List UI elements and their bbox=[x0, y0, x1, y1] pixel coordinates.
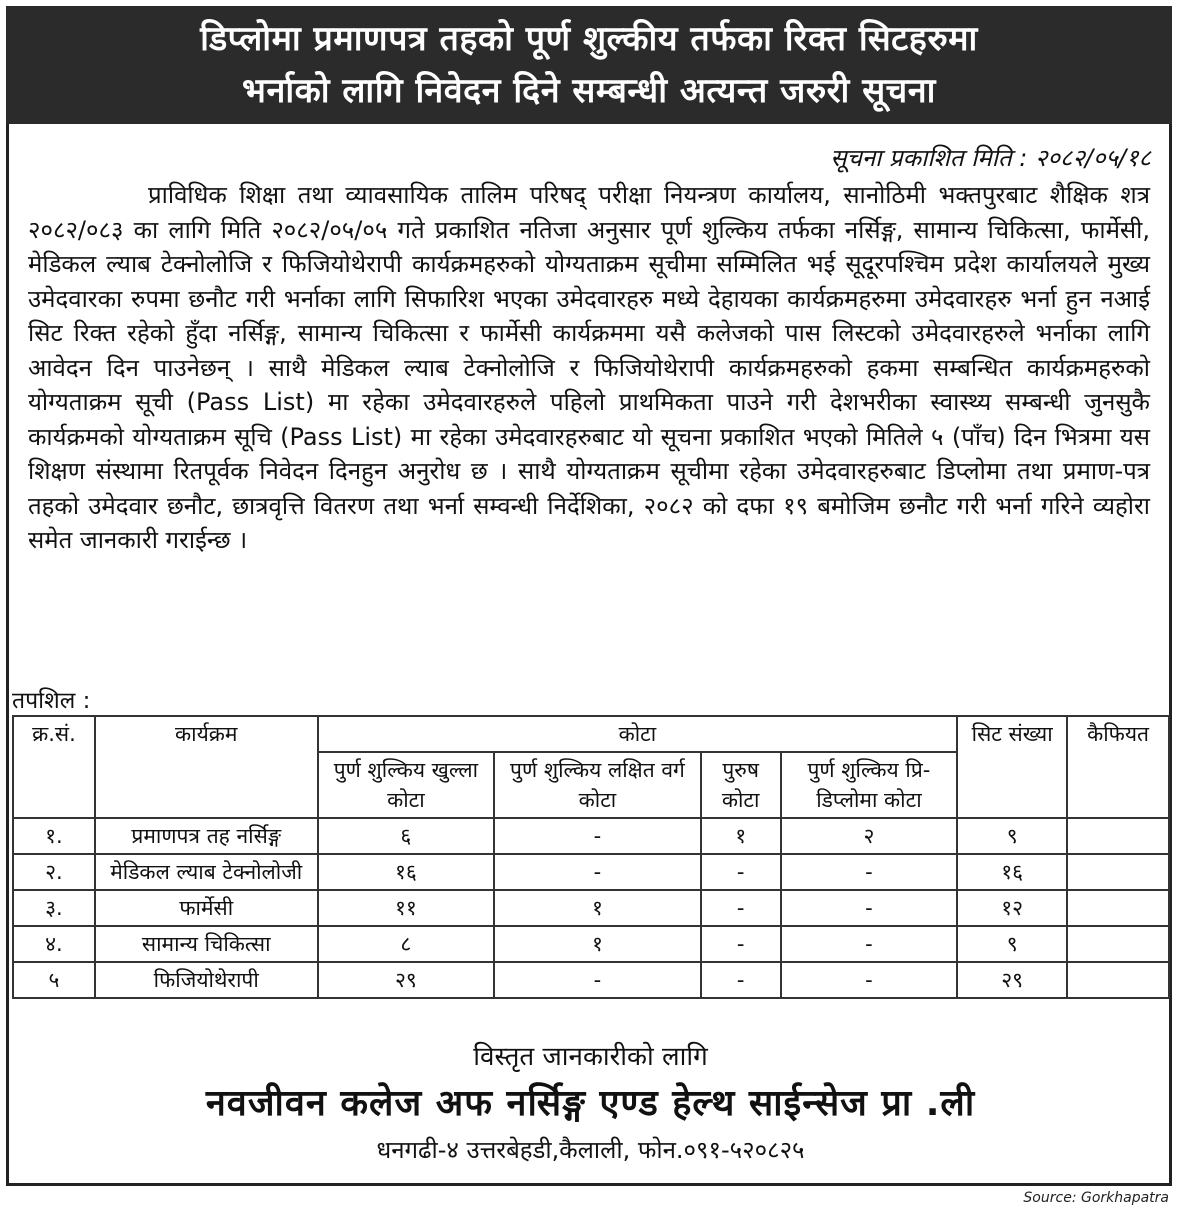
cell-remarks bbox=[1067, 962, 1169, 998]
cell-sn: ३. bbox=[13, 890, 95, 926]
cell-targeted: - bbox=[494, 854, 701, 890]
cell-prediploma: २ bbox=[781, 818, 958, 854]
cell-prediploma: - bbox=[781, 926, 958, 962]
header-quota-male: पुरुष कोटा bbox=[701, 752, 781, 818]
body-paragraph: प्राविधिक शिक्षा तथा व्यावसायिक तालिम परिषद् परीक्षा नियन्त्रण कार्यालय, सानोठिमी भक्तपुरबाट शैक्षिक शत्र २०८२/०८३ का लागि मिति २०८२/०५/०५ गते प्रकाशित नतिजा अनुसार पूर्ण शुल्किय तर्फका नर्सिङ्ग, सामान्य चिकित्सा, फार्मेसी, मेडिकल ल्याब टेक्नोलोजि र फिजियोथेरापी कार्यक्रमहरुको योग्यताक्रम सूचीमा सम्मिलित भई सूदूरपश्चिम प्रदेश कार्यालयले मुख्य उमेदवारका रुपमा छनौट गरी भर्नाका लागि सिफारिश भएका उमेदवारहरु मध्ये देहायका कार्यक्रमहरुमा उमेदवारहरु भर्ना हुन नआई सिट रिक्त रहेको हुँदा नर्सिङ्ग, सामान्य चिकित्सा र फार्मेसी कार्यक्रममा यसै कलेजको पास लिस्टको उमेदवारहरुले भर्नाका लागि आवेदन दिन पाउनेछन् । साथै मेडिकल ल्याब टेक्नोलोजि र फिजियोथेरापी कार्यक्रमहरुको हकमा सम्बन्धित कार्यक्रमहरुको योग्यताक्रम सूची (Pass List) मा रहेका उमेदवारहरुले पहिलो प्राथमिकता पाउने गरी देशभरीका स्वास्थ्य सम्बन्धी जुनसुकै कार्यक्रमको योग्यताक्रम सूचि (Pass List) मा रहेका उमेदवारहरुबाट यो सूचना प्रकाशित भएको मितिले ५ (पाँच) दिन भित्रमा यस शिक्षण संस्थामा रितपूर्वक निवेदन दिनहुन अनुरोध छ । साथै योग्यताक्रम सूचीमा रहेका उमेदवारहरुबाट डिप्लोमा तथा प्रमाण-पत्र तहको उमेदवार छनौट, छात्रवृत्ति वितरण तथा भर्ना सम्वन्धी निर्देशिका, २०८२ को दफा १९ बमोजिम छनौट गरी भर्ना गरिने व्यहोरा समेत जानकारी गराईन्छ । bbox=[28, 181, 1150, 554]
cell-seats: २९ bbox=[957, 962, 1067, 998]
header-quota-prediploma: पुर्ण शुल्किय प्रि-डिप्लोमा कोटा bbox=[781, 752, 958, 818]
cell-targeted: - bbox=[494, 962, 701, 998]
title-line-1: डिप्लोमा प्रमाणपत्र तहको पूर्ण शुल्कीय तर्फका रिक्त सिटहरुमा bbox=[200, 19, 978, 59]
header-sn: क्र.सं. bbox=[13, 716, 95, 818]
header-program: कार्यक्रम bbox=[95, 716, 318, 818]
table-row bbox=[13, 926, 1169, 962]
header-quota: कोटा bbox=[318, 716, 958, 752]
table-row bbox=[13, 890, 1169, 926]
cell-program: प्रमाणपत्र तह नर्सिङ्ग bbox=[95, 818, 318, 854]
cell-seats: ९ bbox=[957, 926, 1067, 962]
cell-open: ११ bbox=[318, 890, 495, 926]
cell-sn: २. bbox=[13, 854, 95, 890]
cell-program: सामान्य चिकित्सा bbox=[95, 926, 318, 962]
quota-table bbox=[12, 715, 1170, 999]
cell-targeted: १ bbox=[494, 890, 701, 926]
cell-remarks bbox=[1067, 926, 1169, 962]
footer-info-line: विस्तृत जानकारीको लागि bbox=[473, 1042, 708, 1072]
cell-program: फिजियोथेरापी bbox=[95, 962, 318, 998]
footer-college-name: नवजीवन कलेज अफ नर्सिङ्ग एण्ड हेल्थ साईन्सेज प्रा .ली bbox=[205, 1083, 976, 1124]
table-row bbox=[13, 854, 1169, 890]
header-quota-targeted: पुर्ण शुल्किय लक्षित वर्ग कोटा bbox=[494, 752, 701, 818]
cell-seats: १६ bbox=[957, 854, 1067, 890]
table-row bbox=[13, 818, 1169, 854]
cell-male: - bbox=[701, 926, 781, 962]
cell-prediploma: - bbox=[781, 854, 958, 890]
cell-program: फार्मेसी bbox=[95, 890, 318, 926]
cell-male: - bbox=[701, 890, 781, 926]
cell-open: १६ bbox=[318, 854, 495, 890]
cell-male: १ bbox=[701, 818, 781, 854]
cell-sn: ५ bbox=[13, 962, 95, 998]
notice-title-banner bbox=[6, 6, 1172, 124]
details-label: तपशिल : bbox=[12, 688, 91, 714]
cell-sn: ४. bbox=[13, 926, 95, 962]
cell-prediploma: - bbox=[781, 890, 958, 926]
cell-seats: १२ bbox=[957, 890, 1067, 926]
cell-open: ८ bbox=[318, 926, 495, 962]
table-header-row bbox=[13, 716, 1169, 752]
cell-remarks bbox=[1067, 854, 1169, 890]
cell-targeted: - bbox=[494, 818, 701, 854]
cell-program: मेडिकल ल्याब टेक्नोलोजी bbox=[95, 854, 318, 890]
cell-sn: १. bbox=[13, 818, 95, 854]
header-quota-open: पुर्ण शुल्किय खुल्ला कोटा bbox=[318, 752, 495, 818]
cell-targeted: १ bbox=[494, 926, 701, 962]
cell-male: - bbox=[701, 962, 781, 998]
cell-male: - bbox=[701, 854, 781, 890]
title-line-2: भर्नाको लागि निवेदन दिने सम्बन्धी अत्यन्त जरुरी सूचना bbox=[242, 71, 936, 111]
header-seats: सिट संख्या bbox=[957, 716, 1067, 818]
header-remarks: कैफियत bbox=[1067, 716, 1169, 818]
cell-seats: ९ bbox=[957, 818, 1067, 854]
source-credit: Source: Gorkhapatra bbox=[1023, 1190, 1169, 1206]
cell-open: २९ bbox=[318, 962, 495, 998]
cell-prediploma: - bbox=[781, 962, 958, 998]
table-row bbox=[13, 962, 1169, 998]
cell-remarks bbox=[1067, 890, 1169, 926]
notice-body bbox=[28, 178, 1150, 558]
footer-address: धनगढी-४ उत्तरबेहडी,कैलाली, फोन.०९१-५२०८२५ bbox=[376, 1136, 805, 1164]
cell-open: ६ bbox=[318, 818, 495, 854]
notice-date: सूचना प्रकाशित मिति : २०८२/०५/१८ bbox=[830, 144, 1151, 172]
cell-remarks bbox=[1067, 818, 1169, 854]
